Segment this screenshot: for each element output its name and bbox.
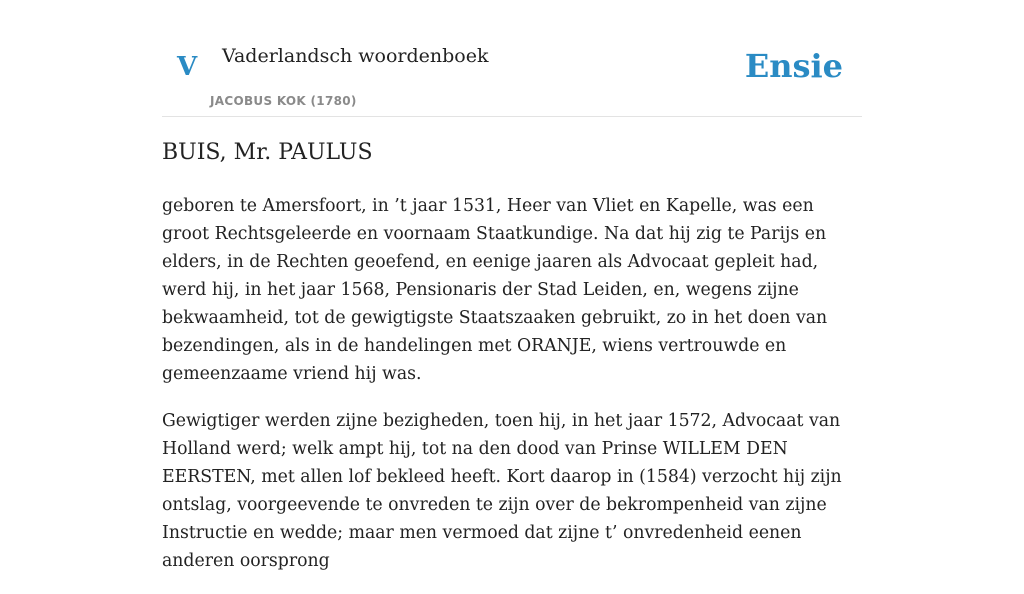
book-letter-icon[interactable]: V	[177, 52, 198, 82]
entry-paragraph: Gewigtiger werden zijne bezigheden, toen hij, in het jaar 1572, Advocaat van Holland werd; welk ampt hij, tot na den dood van Prinse WILLEM DEN EERSTEN, met allen lof bekleed heeft. Kort daarop in (1584) verzocht hij zijn ontslag, voorgeevende te onvreden te zijn over de bekrompenheid van zijne Instructie en wedde; maar men vermoed dat zijne t’ onvredenheid eenen anderen oorsprong	[162, 411, 842, 571]
book-title[interactable]: Vaderlandsch woordenboek	[222, 45, 489, 67]
header	[162, 0, 862, 117]
page	[162, 0, 862, 571]
book-author: JACOBUS KOK (1780)	[210, 94, 357, 108]
entry-paragraph: geboren te Amersfoort, in ’t jaar 1531, Heer van Vliet en Kapelle, was een groot Rechtsgeleerde en voornaam Staatkundige. Na dat hij zig te Parijs en elders, in de Rechten geoefend, en eenige jaaren als Advocaat gepleit had, werd hij, in het jaar 1568, Pensionaris der Stad Leiden, en, wegens zijne bekwaamheid, tot de gewigtigste Staatszaaken gebruikt, zo in het doen van bezendingen, als in de handelingen met ORANJE, wiens vertrouwde en gemeenzaame vriend hij was.	[162, 196, 828, 384]
site-logo[interactable]: Ensie	[744, 47, 843, 85]
entry-title: BUIS, Mr. PAULUS	[162, 140, 373, 165]
entry-body	[162, 192, 862, 594]
